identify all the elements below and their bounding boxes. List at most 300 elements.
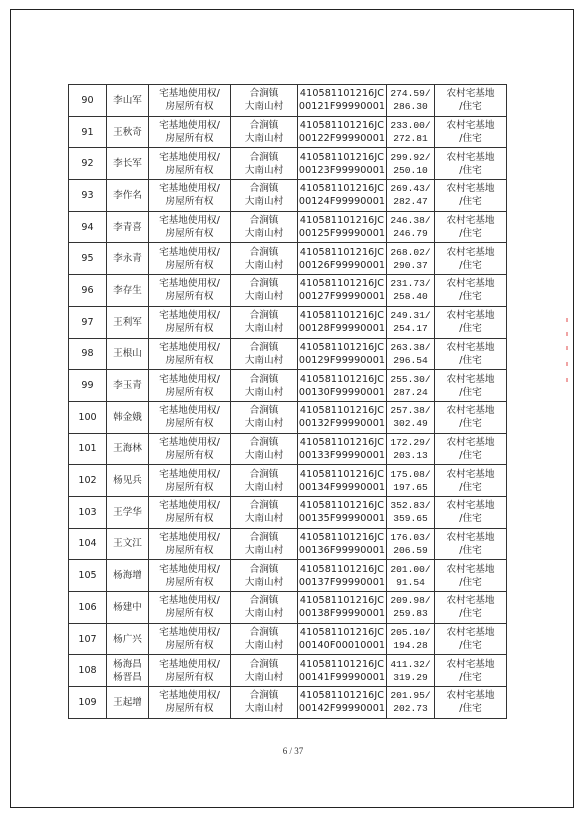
area-values-line1: 172.29/ [390, 436, 431, 448]
right-type-line1: 宅基地使用权/ [159, 436, 220, 448]
land-use-line2: /住宅 [459, 133, 482, 145]
parcel-code-line1: 410581101216JC [299, 246, 385, 258]
right-type-line1: 宅基地使用权/ [159, 690, 220, 702]
owner-name-line1: 杨海增 [113, 570, 142, 582]
parcel-code-line2: 00134F99990001 [298, 481, 386, 493]
location-line1: 合涧镇 [249, 531, 279, 543]
land-use-cell [435, 465, 507, 497]
owner-name-cell [107, 116, 149, 148]
area-values-line1: 299.92/ [390, 151, 431, 163]
location-line2: 大南山村 [244, 291, 284, 303]
page-number: 6 / 37 [282, 746, 304, 756]
land-use-line2: /住宅 [459, 354, 482, 366]
right-type-line1: 宅基地使用权/ [159, 341, 220, 353]
land-use-line2: /住宅 [459, 513, 482, 525]
row-number-cell: 93 [69, 180, 107, 212]
area-values-line1: 201.95/ [390, 690, 431, 702]
land-use-cell [435, 85, 507, 117]
land-use-line2: /住宅 [459, 196, 482, 208]
location-line1: 合涧镇 [249, 341, 279, 353]
owner-name-cell [107, 560, 149, 592]
right-type-line1: 宅基地使用权/ [159, 373, 220, 385]
parcel-code-line2: 00133F99990001 [298, 449, 386, 461]
land-use-line2: /住宅 [459, 418, 482, 430]
owner-name-line1: 王利军 [113, 316, 142, 328]
right-type-line1: 宅基地使用权/ [159, 563, 220, 575]
table-row [69, 687, 507, 719]
right-type-cell [149, 433, 231, 465]
location-line1: 合涧镇 [249, 120, 279, 132]
area-values-line1: 263.38/ [390, 341, 431, 353]
land-use-line2: /住宅 [459, 576, 482, 588]
land-use-cell [435, 116, 507, 148]
table-row [69, 528, 507, 560]
parcel-code-line1: 410581101216JC [299, 627, 385, 639]
area-values-line2: 258.40 [393, 291, 428, 303]
area-values-line2: 296.54 [393, 354, 428, 366]
table-row [69, 496, 507, 528]
parcel-code-line2: 00142F99990001 [298, 703, 386, 715]
area-values-line2: 290.37 [393, 259, 428, 271]
location-cell [231, 401, 298, 433]
land-use-cell [435, 592, 507, 624]
land-use-line1: 农村宅基地 [446, 278, 495, 290]
location-line1: 合涧镇 [249, 373, 279, 385]
location-line2: 大南山村 [244, 703, 284, 715]
area-values-line1: 246.38/ [390, 215, 431, 227]
row-number-cell: 96 [69, 275, 107, 307]
area-values-line1: 233.00/ [390, 120, 431, 132]
location-line2: 大南山村 [244, 640, 284, 652]
location-line2: 大南山村 [244, 576, 284, 588]
location-line1: 合涧镇 [249, 436, 279, 448]
owner-name-line1: 李永青 [113, 253, 142, 265]
right-type-cell [149, 496, 231, 528]
right-type-line1: 宅基地使用权/ [159, 595, 220, 607]
table-row [69, 148, 507, 180]
area-values-cell [387, 275, 435, 307]
table-row [69, 338, 507, 370]
right-type-line2: 房屋所有权 [165, 544, 214, 556]
area-values-line2: 91.54 [396, 576, 425, 588]
area-values-cell [387, 211, 435, 243]
area-values-line1: 231.73/ [390, 278, 431, 290]
owner-name-line1: 李青喜 [113, 221, 142, 233]
owner-name-line1: 王起增 [113, 696, 142, 708]
area-values-cell [387, 306, 435, 338]
land-use-line1: 农村宅基地 [446, 246, 495, 258]
area-values-cell [387, 180, 435, 212]
owner-name-line1: 杨广兴 [113, 633, 142, 645]
table-row [69, 623, 507, 655]
owner-name-cell [107, 655, 149, 687]
row-number-cell: 105 [69, 560, 107, 592]
area-values-line1: 274.59/ [390, 88, 431, 100]
parcel-code-line1: 410581101216JC [299, 183, 385, 195]
owner-name-line1: 王秋奇 [113, 126, 142, 138]
right-type-line2: 房屋所有权 [165, 164, 214, 176]
right-type-cell [149, 465, 231, 497]
table-row [69, 275, 507, 307]
owner-name-line1: 王海林 [113, 443, 142, 455]
right-type-line1: 宅基地使用权/ [159, 627, 220, 639]
land-use-line2: /住宅 [459, 228, 482, 240]
location-line2: 大南山村 [244, 418, 284, 430]
owner-name-cell [107, 592, 149, 624]
owner-name-line1: 李长军 [113, 158, 142, 170]
right-type-line2: 房屋所有权 [165, 101, 214, 113]
row-number-cell: 107 [69, 623, 107, 655]
area-values-line2: 246.79 [393, 228, 428, 240]
land-use-line2: /住宅 [459, 164, 482, 176]
right-type-cell [149, 116, 231, 148]
owner-name-cell [107, 528, 149, 560]
parcel-code-line2: 00135F99990001 [298, 513, 386, 525]
parcel-code-line2: 00122F99990001 [298, 133, 386, 145]
area-values-cell [387, 116, 435, 148]
right-type-line2: 房屋所有权 [165, 449, 214, 461]
land-use-line1: 农村宅基地 [446, 500, 495, 512]
owner-name-line1: 李存生 [113, 284, 142, 296]
land-use-line1: 农村宅基地 [446, 627, 495, 639]
area-values-line2: 286.30 [393, 101, 428, 113]
area-values-line2: 197.65 [393, 481, 428, 493]
parcel-code-cell [298, 306, 387, 338]
area-values-cell [387, 401, 435, 433]
right-type-cell [149, 243, 231, 275]
owner-name-cell [107, 180, 149, 212]
row-number-cell: 103 [69, 496, 107, 528]
location-line2: 大南山村 [244, 354, 284, 366]
location-cell [231, 465, 298, 497]
location-line1: 合涧镇 [249, 246, 279, 258]
area-values-line1: 255.30/ [390, 373, 431, 385]
area-values-line2: 194.28 [393, 640, 428, 652]
right-type-cell [149, 338, 231, 370]
land-use-cell [435, 338, 507, 370]
land-use-line1: 农村宅基地 [446, 658, 495, 670]
owner-name-cell [107, 211, 149, 243]
land-use-cell [435, 306, 507, 338]
area-values-cell [387, 85, 435, 117]
parcel-code-cell [298, 592, 387, 624]
parcel-code-cell [298, 560, 387, 592]
area-values-cell [387, 465, 435, 497]
parcel-code-line2: 00136F99990001 [298, 544, 386, 556]
location-line1: 合涧镇 [249, 278, 279, 290]
area-values-line1: 269.43/ [390, 183, 431, 195]
location-line1: 合涧镇 [249, 563, 279, 575]
area-values-line2: 250.10 [393, 164, 428, 176]
land-use-line1: 农村宅基地 [446, 563, 495, 575]
right-type-cell [149, 148, 231, 180]
owner-name-line1: 王文江 [113, 538, 142, 550]
land-use-line1: 农村宅基地 [446, 531, 495, 543]
land-use-line2: /住宅 [459, 101, 482, 113]
row-number-cell: 100 [69, 401, 107, 433]
location-line1: 合涧镇 [249, 690, 279, 702]
right-type-cell [149, 528, 231, 560]
land-use-line1: 农村宅基地 [446, 595, 495, 607]
parcel-code-cell [298, 275, 387, 307]
parcel-code-cell [298, 528, 387, 560]
owner-name-cell [107, 85, 149, 117]
table-row [69, 465, 507, 497]
area-values-cell [387, 243, 435, 275]
land-use-line2: /住宅 [459, 671, 482, 683]
area-values-cell [387, 528, 435, 560]
row-number-cell: 90 [69, 85, 107, 117]
location-line2: 大南山村 [244, 323, 284, 335]
location-cell [231, 116, 298, 148]
area-values-line1: 268.02/ [390, 246, 431, 258]
land-use-line1: 农村宅基地 [446, 120, 495, 132]
land-use-cell [435, 370, 507, 402]
row-number-cell: 95 [69, 243, 107, 275]
location-line2: 大南山村 [244, 544, 284, 556]
right-type-line2: 房屋所有权 [165, 513, 214, 525]
parcel-code-line2: 00128F99990001 [298, 323, 386, 335]
land-use-line2: /住宅 [459, 323, 482, 335]
owner-name-line1: 李山军 [113, 94, 142, 106]
right-type-line2: 房屋所有权 [165, 481, 214, 493]
parcel-code-line2: 00130F99990001 [298, 386, 386, 398]
table-row [69, 180, 507, 212]
row-number-cell: 91 [69, 116, 107, 148]
location-cell [231, 655, 298, 687]
location-line1: 合涧镇 [249, 500, 279, 512]
location-cell [231, 560, 298, 592]
table-row [69, 211, 507, 243]
land-use-line2: /住宅 [459, 449, 482, 461]
land-use-line2: /住宅 [459, 640, 482, 652]
location-line2: 大南山村 [244, 101, 284, 113]
land-use-cell [435, 211, 507, 243]
parcel-code-line1: 410581101216JC [299, 405, 385, 417]
area-values-line1: 352.83/ [390, 500, 431, 512]
location-cell [231, 180, 298, 212]
parcel-code-line2: 00140F00010001 [298, 640, 386, 652]
area-values-cell [387, 148, 435, 180]
area-values-cell [387, 338, 435, 370]
land-use-cell [435, 560, 507, 592]
location-cell [231, 433, 298, 465]
parcel-code-line1: 410581101216JC [299, 278, 385, 290]
area-values-cell [387, 687, 435, 719]
right-type-cell [149, 85, 231, 117]
right-type-line1: 宅基地使用权/ [159, 278, 220, 290]
right-type-line2: 房屋所有权 [165, 608, 214, 620]
right-type-line1: 宅基地使用权/ [159, 500, 220, 512]
owner-name-cell [107, 401, 149, 433]
table-row [69, 85, 507, 117]
right-type-line1: 宅基地使用权/ [159, 183, 220, 195]
right-type-line1: 宅基地使用权/ [159, 405, 220, 417]
land-use-line1: 农村宅基地 [446, 468, 495, 480]
location-line1: 合涧镇 [249, 405, 279, 417]
parcel-code-cell [298, 655, 387, 687]
location-cell [231, 338, 298, 370]
land-use-line2: /住宅 [459, 608, 482, 620]
parcel-code-line2: 00138F99990001 [298, 608, 386, 620]
right-type-line1: 宅基地使用权/ [159, 88, 220, 100]
location-line1: 合涧镇 [249, 151, 279, 163]
row-number-cell: 97 [69, 306, 107, 338]
location-cell [231, 275, 298, 307]
location-cell [231, 148, 298, 180]
owner-name-line1: 杨建中 [113, 601, 142, 613]
area-values-line1: 175.08/ [390, 468, 431, 480]
parcel-code-line1: 410581101216JC [299, 151, 385, 163]
table-row [69, 306, 507, 338]
parcel-code-line2: 00124F99990001 [298, 196, 386, 208]
parcel-code-line1: 410581101216JC [299, 690, 385, 702]
parcel-code-cell [298, 465, 387, 497]
land-use-cell [435, 528, 507, 560]
row-number-cell: 92 [69, 148, 107, 180]
area-values-line2: 203.13 [393, 449, 428, 461]
right-type-line2: 房屋所有权 [165, 259, 214, 271]
owner-name-line1: 韩金娥 [113, 411, 142, 423]
right-type-cell [149, 687, 231, 719]
area-values-line1: 176.03/ [390, 531, 431, 543]
parcel-code-line1: 410581101216JC [299, 468, 385, 480]
land-use-line1: 农村宅基地 [446, 405, 495, 417]
land-use-line1: 农村宅基地 [446, 151, 495, 163]
parcel-code-line1: 410581101216JC [299, 595, 385, 607]
owner-name-line1: 杨海昌 [113, 658, 142, 670]
right-type-line1: 宅基地使用权/ [159, 246, 220, 258]
location-line1: 合涧镇 [249, 215, 279, 227]
table-row [69, 401, 507, 433]
right-type-line2: 房屋所有权 [165, 418, 214, 430]
land-use-cell [435, 623, 507, 655]
parcel-code-line1: 410581101216JC [299, 341, 385, 353]
parcel-code-cell [298, 496, 387, 528]
owner-name-cell [107, 370, 149, 402]
land-use-line2: /住宅 [459, 291, 482, 303]
right-type-line2: 房屋所有权 [165, 671, 214, 683]
land-use-cell [435, 496, 507, 528]
right-type-line2: 房屋所有权 [165, 386, 214, 398]
location-line2: 大南山村 [244, 386, 284, 398]
area-values-line1: 411.32/ [390, 658, 431, 670]
parcel-code-line1: 410581101216JC [299, 436, 385, 448]
location-line2: 大南山村 [244, 513, 284, 525]
area-values-line2: 302.49 [393, 418, 428, 430]
owner-name-cell [107, 687, 149, 719]
area-values-cell [387, 623, 435, 655]
row-number-cell: 106 [69, 592, 107, 624]
location-line2: 大南山村 [244, 481, 284, 493]
location-line2: 大南山村 [244, 228, 284, 240]
parcel-code-line2: 00123F99990001 [298, 164, 386, 176]
owner-name-cell [107, 465, 149, 497]
parcel-code-line1: 410581101216JC [299, 563, 385, 575]
parcel-code-line1: 410581101216JC [299, 88, 385, 100]
right-type-line2: 房屋所有权 [165, 133, 214, 145]
area-values-cell [387, 496, 435, 528]
right-type-line2: 房屋所有权 [165, 576, 214, 588]
right-type-cell [149, 623, 231, 655]
location-cell [231, 306, 298, 338]
parcel-code-cell [298, 687, 387, 719]
land-use-cell [435, 401, 507, 433]
parcel-code-line2: 00132F99990001 [298, 418, 386, 430]
land-use-cell [435, 243, 507, 275]
location-cell [231, 85, 298, 117]
right-type-cell [149, 275, 231, 307]
location-line2: 大南山村 [244, 196, 284, 208]
table-row [69, 655, 507, 687]
location-line2: 大南山村 [244, 449, 284, 461]
land-use-cell [435, 687, 507, 719]
area-values-line1: 209.98/ [390, 595, 431, 607]
area-values-line2: 272.81 [393, 133, 428, 145]
table-row [69, 592, 507, 624]
location-line1: 合涧镇 [249, 595, 279, 607]
owner-name-cell [107, 496, 149, 528]
location-cell [231, 211, 298, 243]
red-ink-mark [566, 318, 568, 390]
parcel-code-cell [298, 433, 387, 465]
row-number-cell: 101 [69, 433, 107, 465]
land-use-line2: /住宅 [459, 544, 482, 556]
land-use-line2: /住宅 [459, 386, 482, 398]
parcel-code-line1: 410581101216JC [299, 658, 385, 670]
area-values-line1: 205.10/ [390, 627, 431, 639]
location-line2: 大南山村 [244, 133, 284, 145]
area-values-line1: 201.00/ [390, 563, 431, 575]
parcel-code-line2: 00129F99990001 [298, 354, 386, 366]
location-line1: 合涧镇 [249, 310, 279, 322]
area-values-line2: 202.73 [393, 703, 428, 715]
location-line1: 合涧镇 [249, 658, 279, 670]
parcel-code-line1: 410581101216JC [299, 373, 385, 385]
parcel-code-line1: 410581101216JC [299, 215, 385, 227]
table-row [69, 243, 507, 275]
table-row [69, 560, 507, 592]
right-type-line1: 宅基地使用权/ [159, 215, 220, 227]
right-type-line2: 房屋所有权 [165, 291, 214, 303]
location-line1: 合涧镇 [249, 627, 279, 639]
parcel-code-cell [298, 338, 387, 370]
owner-name-cell [107, 623, 149, 655]
owner-name-line1: 王根山 [113, 348, 142, 360]
owner-name-line2: 杨晋昌 [113, 671, 142, 683]
right-type-line2: 房屋所有权 [165, 354, 214, 366]
area-values-line1: 249.31/ [390, 310, 431, 322]
location-cell [231, 496, 298, 528]
right-type-line1: 宅基地使用权/ [159, 120, 220, 132]
owner-name-line1: 王学华 [113, 506, 142, 518]
location-line1: 合涧镇 [249, 468, 279, 480]
parcel-code-line1: 410581101216JC [299, 310, 385, 322]
right-type-cell [149, 560, 231, 592]
right-type-line1: 宅基地使用权/ [159, 151, 220, 163]
land-use-line1: 农村宅基地 [446, 215, 495, 227]
parcel-code-cell [298, 211, 387, 243]
row-number-cell: 108 [69, 655, 107, 687]
parcel-code-cell [298, 243, 387, 275]
location-cell [231, 687, 298, 719]
area-values-line2: 254.17 [393, 323, 428, 335]
right-type-line2: 房屋所有权 [165, 228, 214, 240]
area-values-cell [387, 433, 435, 465]
area-values-line1: 257.38/ [390, 405, 431, 417]
registration-table-body [69, 85, 507, 719]
land-use-line2: /住宅 [459, 259, 482, 271]
